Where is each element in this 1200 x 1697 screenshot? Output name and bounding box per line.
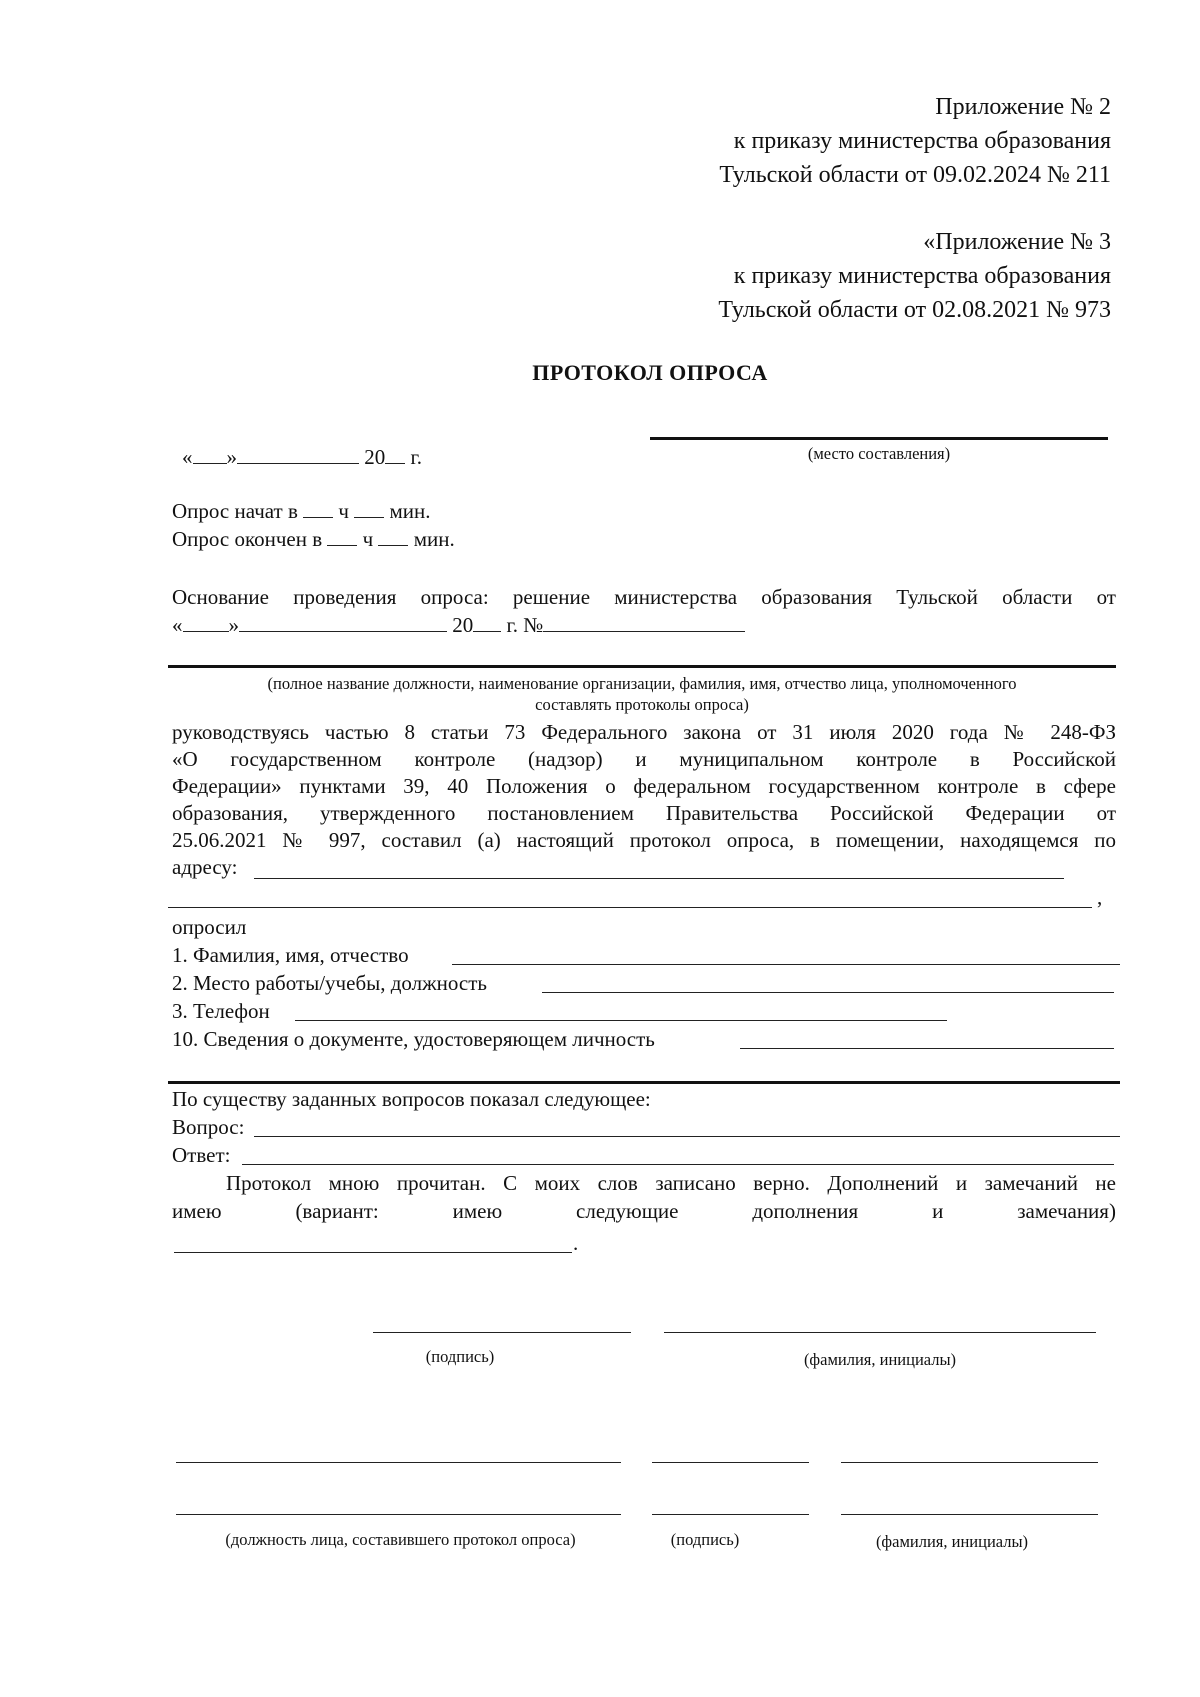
place-caption: (место составления) bbox=[807, 444, 951, 463]
address-field-2[interactable] bbox=[168, 907, 1092, 908]
signature-field-underline bbox=[652, 1514, 809, 1515]
name-caption-2: (фамилия, инициалы) bbox=[875, 1532, 1029, 1551]
closing-line-2: имею (вариант: имею следующие дополнения и замечания) bbox=[172, 1199, 1116, 1223]
name-field-underline bbox=[841, 1514, 1098, 1515]
testimony-label: По существу заданных вопросов показал следующее: bbox=[172, 1087, 651, 1111]
answer-label: Ответ: bbox=[172, 1143, 231, 1167]
name-field-2[interactable] bbox=[841, 1462, 1098, 1463]
work-label: 2. Место работы/учебы, должность bbox=[172, 971, 487, 995]
appendix-header-2 bbox=[718, 225, 1111, 327]
paragraph-line: образования, утвержденного постановлением Правительства Российской Федерации от bbox=[172, 801, 1116, 825]
work-field[interactable] bbox=[542, 992, 1114, 993]
order-date: Тульской области от 02.08.2021 № 973 bbox=[718, 297, 1111, 323]
year-field[interactable] bbox=[385, 445, 405, 464]
address-label: адресу: bbox=[172, 855, 238, 879]
paragraph-line: Федерации» пунктами 39, 40 Положения о федеральном государственном контроле в сфере bbox=[172, 774, 1116, 798]
official-field[interactable] bbox=[168, 665, 1116, 668]
phone-label: 3. Телефон bbox=[172, 999, 270, 1023]
appendix-number: «Приложение № 3 bbox=[923, 229, 1111, 255]
basis-year-field[interactable] bbox=[473, 613, 501, 632]
paragraph-line: 25.06.2021 № 997, составил (а) настоящий протокол опроса, в помещении, находящемся по bbox=[172, 828, 1116, 852]
legal-paragraph bbox=[172, 719, 1116, 854]
basis-day-field[interactable] bbox=[183, 613, 229, 632]
date-line: « » 20 г. bbox=[182, 445, 422, 469]
day-field[interactable] bbox=[193, 445, 227, 464]
basis-text: Основание проведения опроса: решение министерства образования Тульской области от bbox=[172, 585, 1116, 609]
time-end-line: Опрос окончен в ч мин. bbox=[172, 527, 455, 551]
closing-line-1: Протокол мною прочитан. С моих слов записано верно. Дополнений и замечаний не bbox=[226, 1171, 1116, 1195]
signature-field-2[interactable] bbox=[652, 1462, 809, 1463]
phone-field[interactable] bbox=[295, 1020, 947, 1021]
place-field[interactable] bbox=[650, 437, 1108, 440]
fio-label: 1. Фамилия, имя, отчество bbox=[172, 943, 409, 967]
address-comma: , bbox=[1097, 885, 1103, 909]
order-reference: к приказу министерства образования bbox=[733, 263, 1111, 289]
official-caption: (полное название должности, наименование организации, фамилия, имя, отчество лица, уполномоченного составлять протоколы опроса) bbox=[267, 674, 1017, 714]
paragraph-line: «О государственном контроле (надзор) и муниципальном контроле в Российской bbox=[172, 747, 1116, 771]
signature-caption-2: (подпись) bbox=[670, 1530, 740, 1549]
document-title: ПРОТОКОЛ ОПРОСА bbox=[532, 360, 768, 385]
position-field[interactable] bbox=[176, 1462, 621, 1463]
position-caption: (должность лица, составившего протокол опроса) bbox=[225, 1530, 576, 1549]
separator-line bbox=[168, 1081, 1120, 1084]
interviewed-label: опросил bbox=[172, 915, 247, 939]
order-date: Тульской области от 09.02.2024 № 211 bbox=[719, 162, 1111, 188]
question-field[interactable] bbox=[254, 1136, 1120, 1137]
basis-date-line: « » 20 г. № bbox=[172, 612, 745, 639]
start-minutes-field[interactable] bbox=[354, 499, 384, 518]
remarks-field[interactable] bbox=[174, 1252, 572, 1253]
start-hours-field[interactable] bbox=[303, 499, 333, 518]
fio-field[interactable] bbox=[452, 964, 1120, 965]
month-field[interactable] bbox=[237, 445, 359, 464]
signature-caption: (подпись) bbox=[425, 1347, 495, 1366]
document-field[interactable] bbox=[740, 1048, 1114, 1049]
appendix-number: Приложение № 2 bbox=[935, 94, 1111, 120]
document-label: 10. Сведения о документе, удостоверяющем личность bbox=[172, 1027, 655, 1051]
end-hours-field[interactable] bbox=[327, 527, 357, 546]
answer-field[interactable] bbox=[242, 1164, 1114, 1165]
appendix-header-1 bbox=[719, 90, 1111, 192]
signature-field[interactable] bbox=[373, 1332, 631, 1333]
name-caption: (фамилия, инициалы) bbox=[803, 1350, 957, 1369]
closing-period: . bbox=[573, 1231, 579, 1255]
order-reference: к приказу министерства образования bbox=[733, 128, 1111, 154]
time-start-line: Опрос начат в ч мин. bbox=[172, 499, 431, 523]
end-minutes-field[interactable] bbox=[378, 527, 408, 546]
question-label: Вопрос: bbox=[172, 1115, 245, 1139]
basis-month-field[interactable] bbox=[239, 613, 447, 632]
basis-number-field[interactable] bbox=[543, 613, 745, 632]
name-field[interactable] bbox=[664, 1332, 1096, 1333]
position-field-underline bbox=[176, 1514, 621, 1515]
paragraph-line: руководствуясь частью 8 статьи 73 Федерального закона от 31 июля 2020 года № 248-ФЗ bbox=[172, 720, 1116, 744]
address-field[interactable] bbox=[254, 878, 1064, 879]
